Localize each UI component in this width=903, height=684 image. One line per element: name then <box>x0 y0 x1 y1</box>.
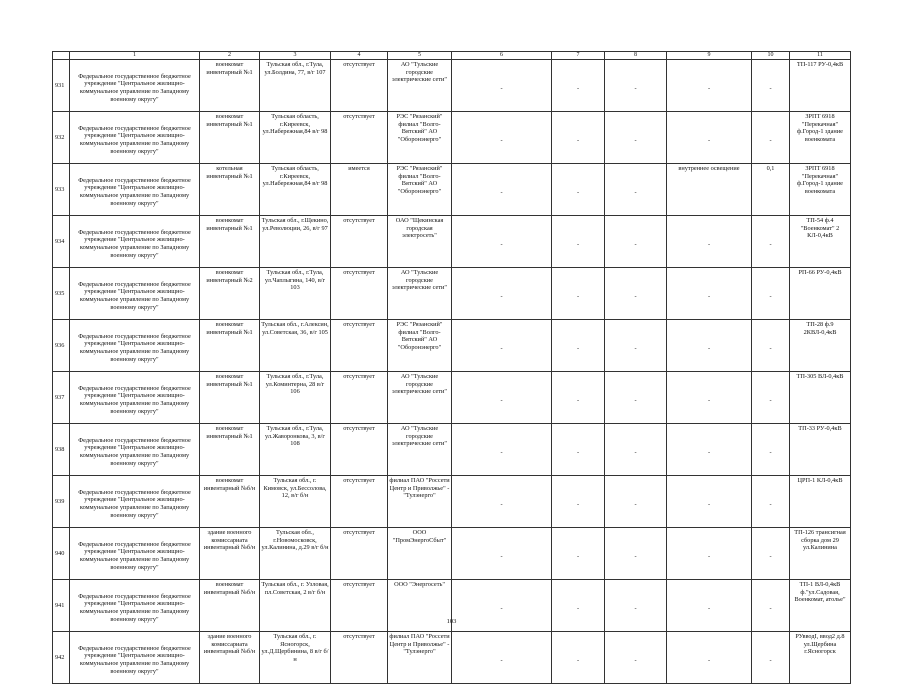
column-8-cell: - <box>605 320 667 372</box>
column-9-cell: - <box>667 112 752 164</box>
column-11-cell: ТП-126 трансигная сборка дом 29 ул.Калинина <box>790 528 851 580</box>
column-9-cell: - <box>667 372 752 424</box>
column-8-cell: - <box>605 164 667 216</box>
presence-cell: отсутствует <box>331 268 388 320</box>
column-header: 3 <box>260 52 331 60</box>
column-6-cell: - <box>452 580 552 632</box>
column-10-cell: - <box>752 320 790 372</box>
column-header: 2 <box>200 52 260 60</box>
presence-cell: имеется <box>331 164 388 216</box>
column-11-cell: ТП-305 ВЛ-0,4кВ <box>790 372 851 424</box>
column-9-cell: внутреннее освещение <box>667 164 752 216</box>
column-10-cell: - <box>752 216 790 268</box>
column-header: 6 <box>452 52 552 60</box>
organization-cell: Федеральное государственное бюджетное учреждение "Центральное жилищно-коммунальное управление по Западному военному округу" <box>70 528 200 580</box>
column-header: 9 <box>667 52 752 60</box>
column-header: 5 <box>388 52 452 60</box>
table-row <box>53 372 851 424</box>
column-7-cell: - <box>552 112 605 164</box>
presence-cell: отсутствует <box>331 528 388 580</box>
address-cell: Тульская область, г.Киреевск, ул.Набережная,84 в/г 98 <box>260 164 331 216</box>
column-9-cell: - <box>667 528 752 580</box>
column-7-cell: - <box>552 528 605 580</box>
column-6-cell: - <box>452 112 552 164</box>
organization-cell: Федеральное государственное бюджетное учреждение "Центральное жилищно-коммунальное управление по Западному военному округу" <box>70 632 200 684</box>
organization-cell: Федеральное государственное бюджетное учреждение "Центральное жилищно-коммунальное управление по Западному военному округу" <box>70 216 200 268</box>
organization-cell: Федеральное государственное бюджетное учреждение "Центральное жилищно-коммунальное управление по Западному военному округу" <box>70 372 200 424</box>
row-number: 934 <box>53 216 70 268</box>
table-row <box>53 164 851 216</box>
column-10-cell: - <box>752 424 790 476</box>
object-cell: военкомат инвентарный №1 <box>200 372 260 424</box>
object-cell: здание военного комиссариата инвентарный №б/н <box>200 528 260 580</box>
column-8-cell: - <box>605 528 667 580</box>
column-7-cell: - <box>552 372 605 424</box>
address-cell: Тульская обл., г.Новомосковск, ул.Калинина, д.29 в/г б/н <box>260 528 331 580</box>
object-cell: военкомат инвентарный №2 <box>200 268 260 320</box>
grid-organization-cell: РЭС "Рязанский" филиал "Волго-Вятский" АО "Оборонэнерго" <box>388 112 452 164</box>
column-9-cell: - <box>667 424 752 476</box>
column-8-cell: - <box>605 632 667 684</box>
column-11-cell: ТП-117 РУ-0,4кВ <box>790 60 851 112</box>
row-number: 932 <box>53 112 70 164</box>
column-7-cell: - <box>552 580 605 632</box>
column-header: 7 <box>552 52 605 60</box>
row-number: 938 <box>53 424 70 476</box>
column-6-cell: - <box>452 320 552 372</box>
row-number: 935 <box>53 268 70 320</box>
column-11-cell: ЗРПТ 6918 "Перекачная" ф.Город-1 здание военкомата <box>790 112 851 164</box>
column-11-cell: ТП-1 ВЛ-0,4кВ ф."ул.Садовая, Военкомат, атолье" <box>790 580 851 632</box>
presence-cell: отсутствует <box>331 112 388 164</box>
object-cell: военкомат инвентарный №1 <box>200 60 260 112</box>
object-cell: военкомат инвентарный №1 <box>200 424 260 476</box>
column-9-cell: - <box>667 268 752 320</box>
column-11-cell: РУвводI, ввод2 д.8 ул.Щербина г.Ясногорск <box>790 632 851 684</box>
column-6-cell: - <box>452 268 552 320</box>
column-6-cell: - <box>452 216 552 268</box>
grid-organization-cell: ООО "ПромЭнергоСбыт" <box>388 528 452 580</box>
object-cell: военкомат инвентарный №1 <box>200 216 260 268</box>
column-10-cell: - <box>752 112 790 164</box>
address-cell: Тульская обл., г.Алексин, ул.Советская, 36, в/г 105 <box>260 320 331 372</box>
organization-cell: Федеральное государственное бюджетное учреждение "Центральное жилищно-коммунальное управление по Западному военному округу" <box>70 476 200 528</box>
column-6-cell: - <box>452 372 552 424</box>
column-8-cell: - <box>605 372 667 424</box>
column-10-cell: - <box>752 268 790 320</box>
column-10-cell: 0,1 <box>752 164 790 216</box>
object-cell: военкомат инвентарный №б/н <box>200 580 260 632</box>
grid-organization-cell: ООО "Энергосеть" <box>388 580 452 632</box>
grid-organization-cell: АО "Тульские городские электрические сети" <box>388 60 452 112</box>
presence-cell: отсутствует <box>331 60 388 112</box>
column-number-row <box>53 52 851 60</box>
column-7-cell: - <box>552 424 605 476</box>
column-8-cell: - <box>605 112 667 164</box>
column-header: 4 <box>331 52 388 60</box>
column-10-cell: - <box>752 476 790 528</box>
column-11-cell: ЗРПТ 6918 "Перекачная" ф.Город-1 здание военкомата <box>790 164 851 216</box>
grid-organization-cell: АО "Тульские городские электрические сети" <box>388 424 452 476</box>
column-7-cell: - <box>552 164 605 216</box>
column-header: 11 <box>790 52 851 60</box>
column-6-cell: - <box>452 528 552 580</box>
organization-cell: Федеральное государственное бюджетное учреждение "Центральное жилищно-коммунальное управление по Западному военному округу" <box>70 268 200 320</box>
column-9-cell: - <box>667 216 752 268</box>
column-6-cell: - <box>452 60 552 112</box>
table-row <box>53 320 851 372</box>
column-10-cell: - <box>752 372 790 424</box>
column-11-cell: ТП-33 РУ-0,4кВ <box>790 424 851 476</box>
table-row <box>53 424 851 476</box>
table-row <box>53 60 851 112</box>
column-10-cell: - <box>752 528 790 580</box>
organization-cell: Федеральное государственное бюджетное учреждение "Центральное жилищно-коммунальное управление по Западному военному округу" <box>70 580 200 632</box>
column-header: 10 <box>752 52 790 60</box>
grid-organization-cell: РЭС "Рязанский" филиал "Волго-Вятский" АО "Оборонэнерго" <box>388 320 452 372</box>
column-6-cell: - <box>452 164 552 216</box>
row-number: 933 <box>53 164 70 216</box>
grid-organization-cell: АО "Тульские городские электрические сети" <box>388 372 452 424</box>
column-header: 8 <box>605 52 667 60</box>
address-cell: Тульская обл., г.Тула, ул.Коминтерна, 28 в/г 106 <box>260 372 331 424</box>
row-number: 940 <box>53 528 70 580</box>
organization-cell: Федеральное государственное бюджетное учреждение "Центральное жилищно-коммунальное управление по Западному военному округу" <box>70 424 200 476</box>
table-row <box>53 528 851 580</box>
column-11-cell: ТП-54 ф.4 "Военкомат" 2 КЛ-0,4кВ <box>790 216 851 268</box>
column-10-cell: - <box>752 580 790 632</box>
data-table <box>52 51 851 684</box>
table-row <box>53 112 851 164</box>
column-11-cell: ТП-28 ф.9 2КВЛ-0,4кВ <box>790 320 851 372</box>
object-cell: военкомат инвентарный №1 <box>200 112 260 164</box>
address-cell: Тульская обл., г. Ясногорск, ул.Д.Щербинина, 8 в/г б/н <box>260 632 331 684</box>
table-row <box>53 476 851 528</box>
object-cell: военкомат инвентарный №б/н <box>200 476 260 528</box>
organization-cell: Федеральное государственное бюджетное учреждение "Центральное жилищно-коммунальное управление по Западному военному округу" <box>70 60 200 112</box>
presence-cell: отсутствует <box>331 580 388 632</box>
address-cell: Тульская обл., г.Тула, ул.Жаворонкова, 3, в/г 108 <box>260 424 331 476</box>
presence-cell: отсутствует <box>331 476 388 528</box>
row-number: 941 <box>53 580 70 632</box>
organization-cell: Федеральное государственное бюджетное учреждение "Центральное жилищно-коммунальное управление по Западному военному округу" <box>70 112 200 164</box>
column-8-cell: - <box>605 476 667 528</box>
object-cell: котельная инвентарный №1 <box>200 164 260 216</box>
column-7-cell: - <box>552 320 605 372</box>
row-number: 936 <box>53 320 70 372</box>
column-8-cell: - <box>605 580 667 632</box>
organization-cell: Федеральное государственное бюджетное учреждение "Центральное жилищно-коммунальное управление по Западному военному округу" <box>70 164 200 216</box>
presence-cell: отсутствует <box>331 216 388 268</box>
column-9-cell: - <box>667 320 752 372</box>
column-8-cell: - <box>605 268 667 320</box>
column-9-cell: - <box>667 60 752 112</box>
presence-cell: отсутствует <box>331 632 388 684</box>
column-10-cell: - <box>752 60 790 112</box>
address-cell: Тульская обл., г. Кимовск, ул.Бессолова, 12, в/г б/н <box>260 476 331 528</box>
address-cell: Тульская обл., г.Тула, ул.Болдина, 77, в/г 107 <box>260 60 331 112</box>
row-number: 942 <box>53 632 70 684</box>
address-cell: Тульская обл., г.Щекино, ул.Революции, 26, в/г 97 <box>260 216 331 268</box>
object-cell: военкомат инвентарный №1 <box>200 320 260 372</box>
column-9-cell: - <box>667 476 752 528</box>
column-6-cell: - <box>452 424 552 476</box>
page-number: 103 <box>446 618 457 625</box>
column-7-cell: - <box>552 60 605 112</box>
column-6-cell: - <box>452 476 552 528</box>
column-header: 1 <box>70 52 200 60</box>
column-11-cell: ЦРП-1 КЛ-0,4кВ <box>790 476 851 528</box>
row-number: 931 <box>53 60 70 112</box>
presence-cell: отсутствует <box>331 320 388 372</box>
column-8-cell: - <box>605 60 667 112</box>
column-7-cell: - <box>552 632 605 684</box>
column-10-cell: - <box>752 632 790 684</box>
row-number: 939 <box>53 476 70 528</box>
row-number: 937 <box>53 372 70 424</box>
table-row <box>53 632 851 684</box>
presence-cell: отсутствует <box>331 372 388 424</box>
column-11-cell: РП-66 РУ-0,4кВ <box>790 268 851 320</box>
address-cell: Тульская обл., г.Тула, ул.Чаплыгина, 140, в/г 103 <box>260 268 331 320</box>
table-row <box>53 268 851 320</box>
grid-organization-cell: АО "Тульские городские электрические сети" <box>388 268 452 320</box>
grid-organization-cell: филиал ПАО "Россети Центр и Приволжье" - "Тулэнерго" <box>388 476 452 528</box>
address-cell: Тульская область, г.Киреевск, ул.Набережная,84 в/г 98 <box>260 112 331 164</box>
column-9-cell: - <box>667 580 752 632</box>
column-header <box>53 52 70 60</box>
column-7-cell: - <box>552 268 605 320</box>
column-9-cell: - <box>667 632 752 684</box>
grid-organization-cell: РЭС "Рязанский" филиал "Волго-Вятский" АО "Оборонэнерго" <box>388 164 452 216</box>
table-row <box>53 216 851 268</box>
object-cell: здание военного комиссариата инвентарный №б/н <box>200 632 260 684</box>
column-6-cell: - <box>452 632 552 684</box>
column-7-cell: - <box>552 216 605 268</box>
presence-cell: отсутствует <box>331 424 388 476</box>
column-7-cell: - <box>552 476 605 528</box>
column-8-cell: - <box>605 424 667 476</box>
grid-organization-cell: ОАО "Щекинская городская электросеть" <box>388 216 452 268</box>
organization-cell: Федеральное государственное бюджетное учреждение "Центральное жилищно-коммунальное управление по Западному военному округу" <box>70 320 200 372</box>
address-cell: Тульская обл., г. Узловая, пл.Советская, 2 в/г б/н <box>260 580 331 632</box>
grid-organization-cell: филиал ПАО "Россети Центр и Приволжье" - "Тулэнерго" <box>388 632 452 684</box>
column-8-cell: - <box>605 216 667 268</box>
